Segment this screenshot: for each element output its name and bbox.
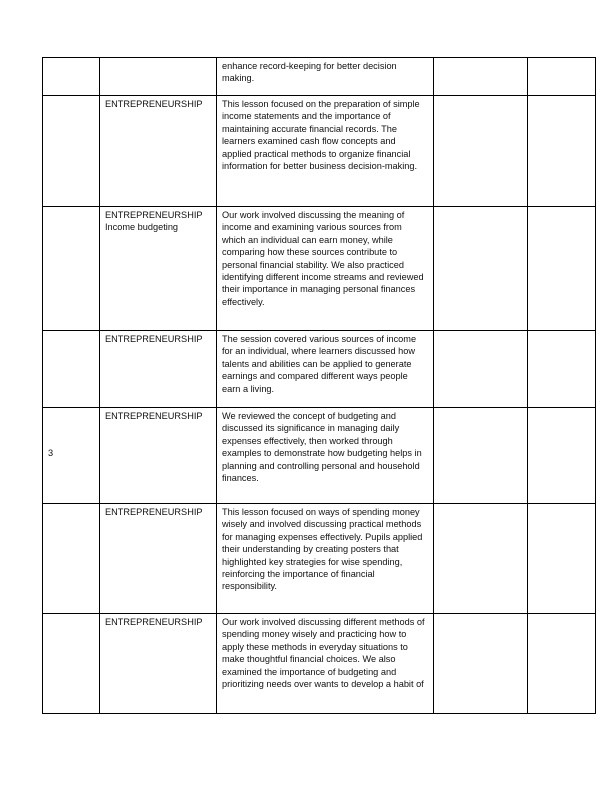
table-row	[43, 331, 596, 408]
table-row	[43, 614, 596, 714]
week-cell	[43, 504, 100, 614]
empty-cell	[434, 504, 528, 614]
week-cell	[43, 614, 100, 714]
empty-cell	[528, 614, 596, 714]
empty-cell	[528, 96, 596, 207]
empty-cell	[528, 58, 596, 96]
subject-cell: ENTREPRENEURSHIP	[100, 331, 217, 408]
subject-cell: ENTREPRENEURSHIP	[100, 96, 217, 207]
week-cell	[43, 58, 100, 96]
week-cell: 3	[43, 408, 100, 504]
summary-cell: Our work involved discussing the meaning of income and examining various sources from which an individual can earn money, while comparing how these sources contribute to personal financial stability. We also practiced identifying different income streams and reviewed their importance in managing personal finances effectively.	[217, 207, 434, 331]
table-row	[43, 58, 596, 96]
table-row	[43, 207, 596, 331]
empty-cell	[434, 408, 528, 504]
subject-cell: ENTREPRENEURSHIP	[100, 408, 217, 504]
lesson-log-table	[42, 57, 596, 714]
empty-cell	[528, 331, 596, 408]
subject-cell	[100, 58, 217, 96]
empty-cell	[528, 207, 596, 331]
summary-cell: Our work involved discussing different methods of spending money wisely and practicing how to apply these methods in everyday situations to make thoughtful financial choices. We also examined the importance of budgeting and prioritizing needs over wants to develop a habit of	[217, 614, 434, 714]
subject-cell: ENTREPRENEURSHIP	[100, 614, 217, 714]
table-row	[43, 504, 596, 614]
summary-cell: This lesson focused on the preparation of simple income statements and the importance of maintaining accurate financial records. The learners examined cash flow concepts and applied practical methods to organize financial information for better business decision-making.	[217, 96, 434, 207]
empty-cell	[434, 58, 528, 96]
empty-cell	[434, 96, 528, 207]
empty-cell	[434, 207, 528, 331]
empty-cell	[434, 331, 528, 408]
summary-cell: This lesson focused on ways of spending money wisely and involved discussing practical methods for managing expenses effectively. Pupils applied their understanding by creating posters that highlighted key strategies for wise spending, reinforcing the importance of financial responsibility.	[217, 504, 434, 614]
empty-cell	[528, 504, 596, 614]
subject-cell: ENTREPRENEURSHIP	[100, 504, 217, 614]
empty-cell	[528, 408, 596, 504]
week-cell	[43, 331, 100, 408]
summary-cell: The session covered various sources of income for an individual, where learners discussed how talents and abilities can be applied to generate earnings and compared different ways people earn a living.	[217, 331, 434, 408]
table-row	[43, 408, 596, 504]
summary-cell: enhance record-keeping for better decision making.	[217, 58, 434, 96]
empty-cell	[434, 614, 528, 714]
week-cell	[43, 96, 100, 207]
week-cell	[43, 207, 100, 331]
subject-cell: ENTREPRENEURSHIP Income budgeting	[100, 207, 217, 331]
summary-cell: We reviewed the concept of budgeting and discussed its significance in managing daily expenses effectively, then worked through examples to demonstrate how budgeting helps in planning and controlling personal and household finances.	[217, 408, 434, 504]
table-row	[43, 96, 596, 207]
